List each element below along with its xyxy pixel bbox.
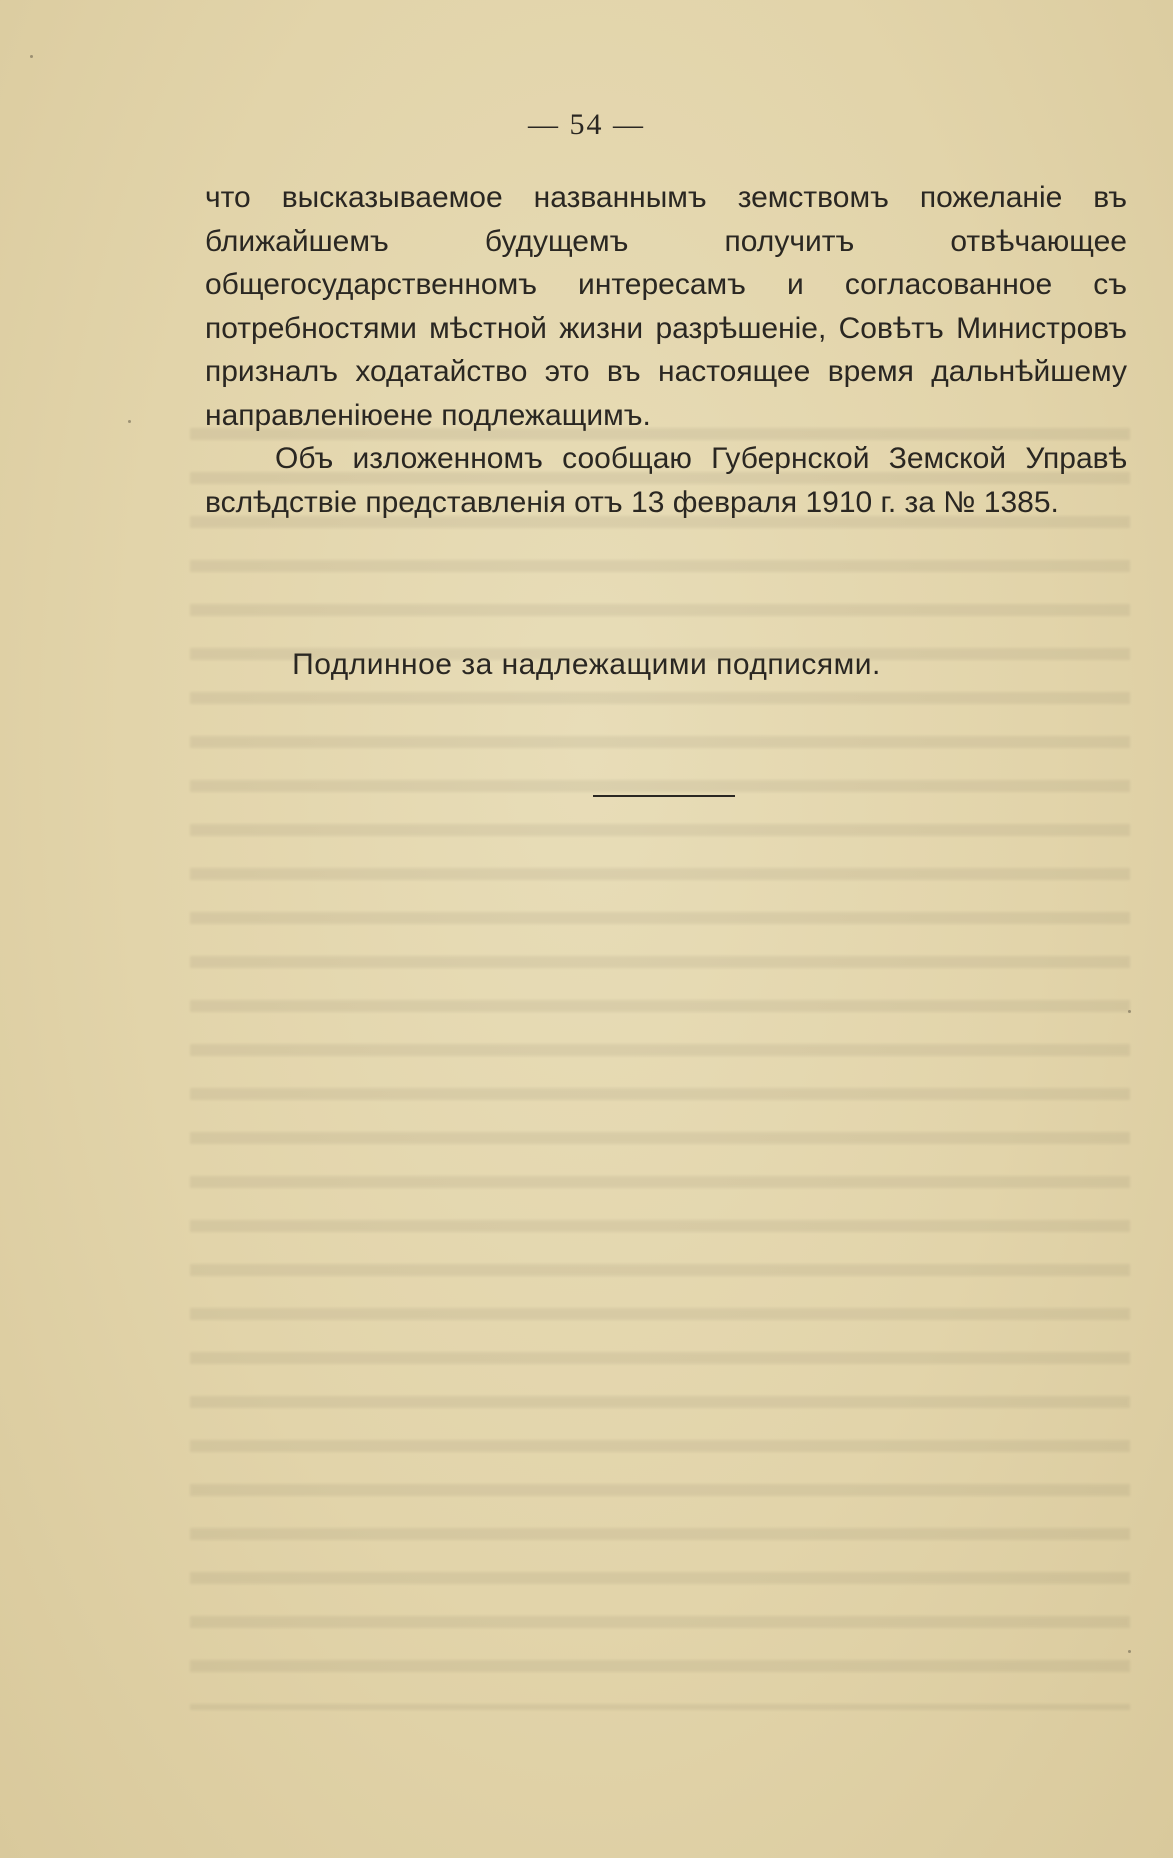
divider-rule [593, 795, 735, 797]
paper-speck [30, 55, 33, 58]
paper-speck [1128, 1010, 1131, 1013]
paper-speck [128, 420, 131, 423]
closing-line: Подлинное за надлежащими подписями. [292, 648, 881, 681]
paragraph-1: что высказываемое названнымъ земствомъ пожеланіе въ ближайшемъ будущемъ получитъ отвѣчающее общегосударственномъ интересамъ и согласованное съ потребностями мѣстной жизни разрѣшеніе, Совѣтъ Министровъ призналъ ходатайство это въ настоящее время дальнѣйшему направленіюене подлежащимъ. [205, 181, 1127, 432]
paragraph-2: Объ изложенномъ сообщаю Губернской Земской Управѣ вслѣдствіе представленія отъ 13 февраля 1910 г. за № 1385. [205, 442, 1127, 519]
page-number: — 54 — [528, 108, 645, 141]
body-text [205, 176, 1127, 524]
paper-speck [1128, 1650, 1131, 1653]
bleed-through-text [190, 410, 1130, 1710]
